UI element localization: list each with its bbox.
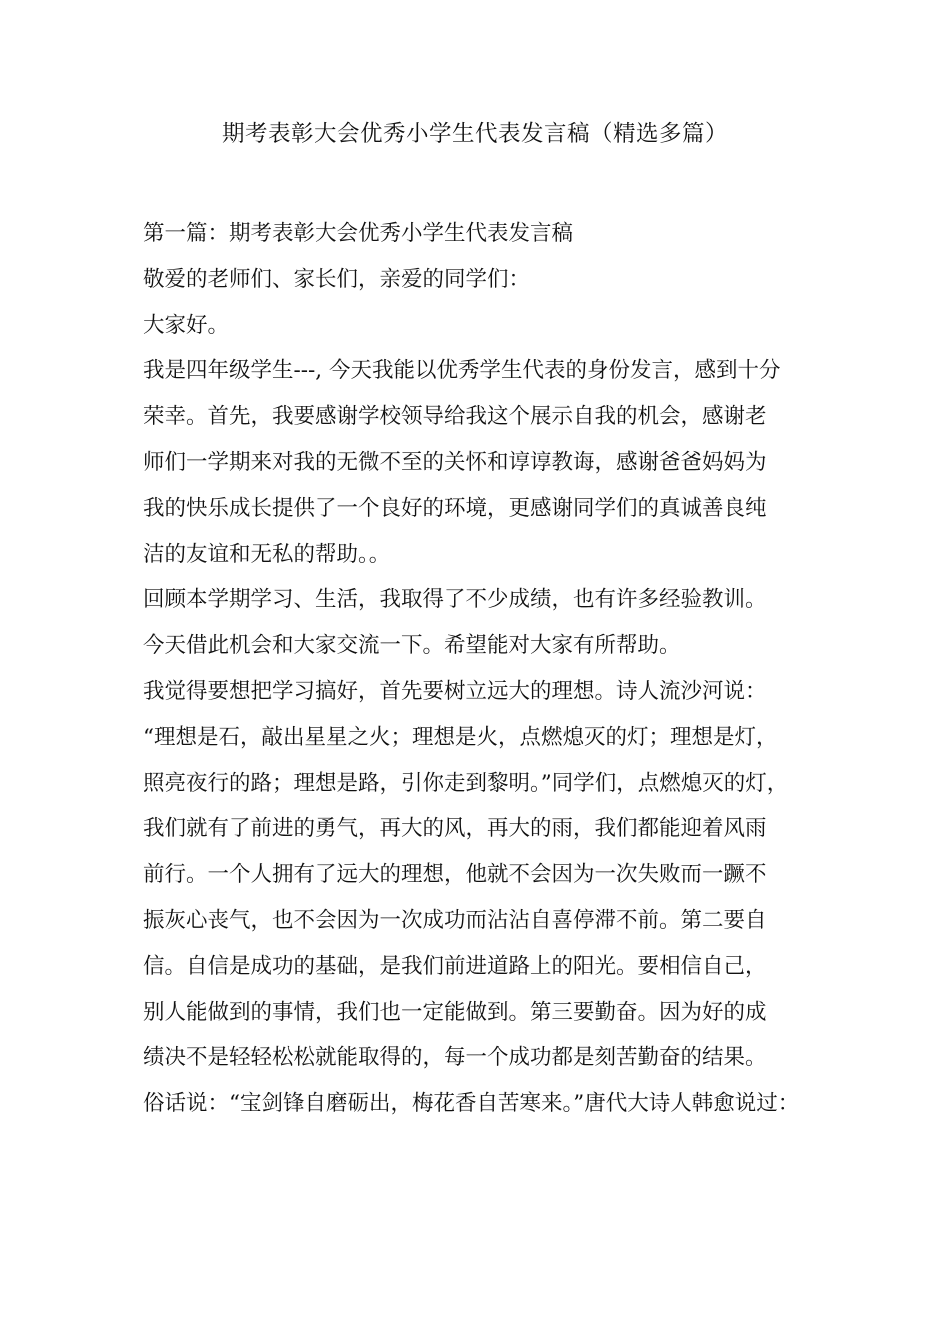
body-line: 照亮夜行的路；理想是路，引你走到黎明。”同学们，点燃熄灭的灯， bbox=[143, 770, 789, 796]
body-line: 敬爱的老师们、家长们，亲爱的同学们： bbox=[143, 266, 531, 292]
body-line: 回顾本学期学习、生活，我取得了不少成绩，也有许多经验教训。 bbox=[143, 587, 767, 613]
body-line: 我们就有了前进的勇气，再大的风，再大的雨，我们都能迎着风雨 bbox=[143, 816, 767, 842]
body-line: 今天借此机会和大家交流一下。希望能对大家有所帮助。 bbox=[143, 633, 681, 659]
body-line: 我是四年级学生---, 今天我能以优秀学生代表的身份发言，感到十分 bbox=[143, 358, 781, 384]
body-line: 大家好。 bbox=[143, 312, 230, 338]
document-title: 期考表彰大会优秀小学生代表发言稿（精选多篇） bbox=[221, 121, 728, 147]
document-body bbox=[143, 211, 833, 1127]
body-line: 我觉得要想把学习搞好，首先要树立远大的理想。诗人流沙河说： bbox=[143, 678, 767, 704]
body-line: 我的快乐成长提供了一个良好的环境，更感谢同学们的真诚善良纯 bbox=[143, 495, 767, 521]
body-line: 第一篇：期考表彰大会优秀小学生代表发言稿 bbox=[143, 221, 574, 246]
body-line: 别人能做到的事情，我们也一定能做到。第三要勤奋。因为好的成 bbox=[143, 999, 767, 1025]
body-line: 绩决不是轻轻松松就能取得的，每一个成功都是刻苦勤奋的结果。 bbox=[143, 1045, 767, 1071]
body-line: 洁的友谊和无私的帮助。。 bbox=[143, 541, 391, 567]
body-line: 信。自信是成功的基础，是我们前进道路上的阳光。要相信自己， bbox=[143, 953, 767, 979]
body-line: “理想是石，敲出星星之火；理想是火，点燃熄灭的灯；理想是灯， bbox=[143, 724, 778, 750]
body-line: 师们一学期来对我的无微不至的关怀和谆谆教诲，感谢爸爸妈妈为 bbox=[143, 449, 767, 475]
body-line: 荣幸。首先，我要感谢学校领导给我这个展示自我的机会，感谢老 bbox=[143, 404, 767, 430]
body-line: 前行。一个人拥有了远大的理想，他就不会因为一次失败而一蹶不 bbox=[143, 862, 767, 888]
body-line: 振灰心丧气，也不会因为一次成功而沾沾自喜停滞不前。第二要自 bbox=[143, 907, 767, 933]
body-line: 俗话说：“宝剑锋自磨砺出，梅花香自苦寒来。”唐代大诗人韩愈说过： bbox=[143, 1091, 800, 1117]
